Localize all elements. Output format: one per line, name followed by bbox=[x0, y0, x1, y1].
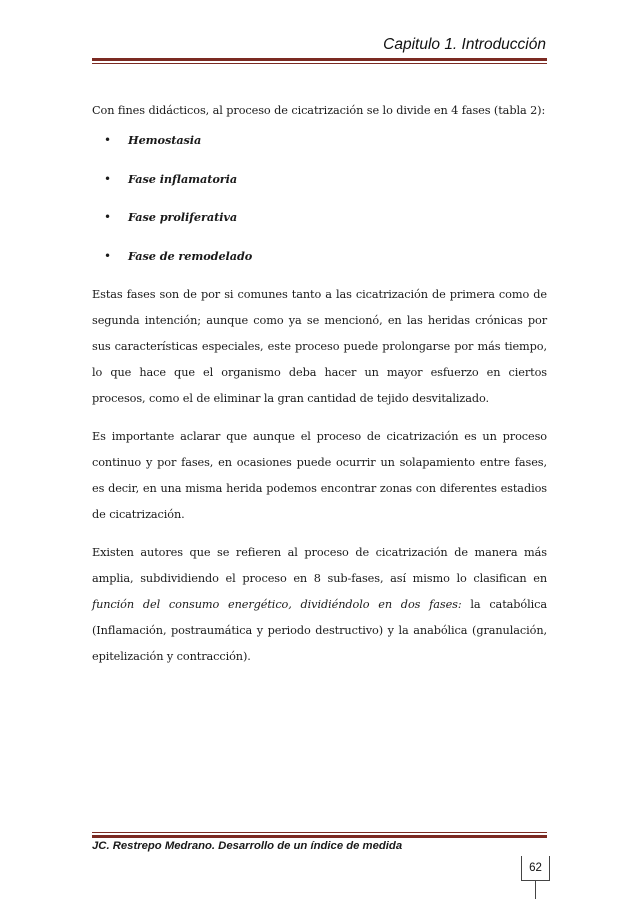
list-item bbox=[92, 205, 547, 230]
page-body bbox=[92, 98, 547, 670]
footer-author-line: JC. Restrepo Medrano. Desarrollo de un índice de medida bbox=[92, 840, 403, 852]
list-item bbox=[92, 167, 547, 192]
page-number: 62 bbox=[521, 856, 550, 881]
footer-rule-thick bbox=[92, 835, 547, 838]
paragraph-subphases-italic: función del consumo energético, dividiéndolo en dos fases: bbox=[92, 598, 462, 611]
paragraph-overlap: Es importante aclarar que aunque el proceso de cicatrización es un proceso continuo y por fases, en ocasiones puede ocurrir un solapamiento entre fases, es decir, en una misma herida podemos encontrar zonas con diferentes estadios de cicatrización. bbox=[92, 430, 547, 521]
bullet-icon: • bbox=[104, 171, 111, 186]
header-rule-thick bbox=[92, 58, 547, 61]
paragraph-subphases-start: Existen autores que se refieren al proceso de cicatrización de manera más amplia, subdividiendo el proceso en 8 sub-fases, así mismo lo clasifican en bbox=[92, 546, 547, 585]
phase-label: Fase de remodelado bbox=[128, 248, 253, 263]
phase-label: Hemostasia bbox=[128, 133, 202, 147]
paragraph-subphases-end: la catabólica (Inflamación, postraumática y periodo destructivo) y la anabólica (granulación, epitelización y contracción). bbox=[92, 598, 547, 663]
phase-label: Fase proliferativa bbox=[128, 210, 238, 224]
page-number-tick bbox=[535, 881, 536, 899]
running-header-title: Capitulo 1. Introducción bbox=[383, 36, 546, 53]
bullet-icon: • bbox=[104, 133, 111, 147]
bullet-icon: • bbox=[104, 248, 111, 263]
list-item bbox=[92, 128, 547, 153]
phases-list bbox=[92, 128, 547, 269]
list-item bbox=[92, 244, 547, 269]
intro-paragraph: Con fines didácticos, al proceso de cicatrización se lo divide en 4 fases (tabla 2): bbox=[92, 104, 546, 117]
footer-rule-thin bbox=[92, 832, 547, 833]
paragraph-phases-common: Estas fases son de por si comunes tanto a las cicatrización de primera como de segunda intención; aunque como ya se mencionó, en las heridas crónicas por sus características especiales, este proceso puede prolongarse por más tiempo, lo que hace que el organismo deba hacer un mayor esfuerzo en ciertos procesos, como el de eliminar la gran cantidad de tejido desvitalizado. bbox=[92, 288, 547, 405]
phase-label: Fase inflamatoria bbox=[128, 171, 238, 186]
bullet-icon: • bbox=[104, 210, 111, 224]
paragraph-subphases bbox=[92, 540, 547, 670]
header-rule-thin bbox=[92, 63, 547, 64]
